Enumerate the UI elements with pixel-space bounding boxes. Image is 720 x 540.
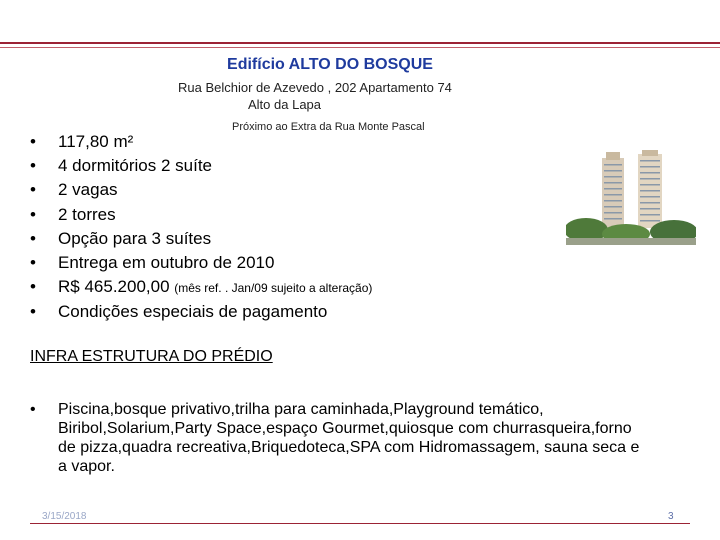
infra-list: [30, 400, 650, 476]
feature-item: • R$ 465.200,00 (mês ref. . Jan/09 sujeito a alteração): [30, 275, 372, 300]
footer-date: 3/15/2018: [42, 511, 87, 522]
top-rule-thin: [0, 47, 720, 48]
infra-item: • Piscina,bosque privativo,trilha para caminhada,Playground temático, Biribol,Solarium,Party Space,espaço Gourmet,quiosque com churrasqueira,forno de pizza,quadra recreativa,Briquedoteca,SPA com Hidromassagem, sauna seca e a vapor.: [30, 400, 650, 476]
feature-item: • 2 torres: [30, 203, 372, 227]
feature-list: [30, 130, 372, 325]
feature-item: • Opção para 3 suítes: [30, 227, 372, 251]
feature-item: • 117,80 m²: [30, 130, 372, 154]
infra-heading: INFRA ESTRUTURA DO PRÉDIO: [30, 348, 273, 365]
bottom-rule: [30, 523, 690, 524]
footer-page-number: 3: [668, 511, 674, 522]
building-photo: [566, 150, 696, 245]
nearby-note: Próximo ao Extra da Rua Monte Pascal: [232, 121, 425, 133]
feature-item: • 4 dormitórios 2 suíte: [30, 154, 372, 178]
page-title: Edifício ALTO DO BOSQUE: [227, 56, 433, 73]
feature-item: • Entrega em outubro de 2010: [30, 251, 372, 275]
address-line-2: Alto da Lapa: [248, 97, 322, 112]
price-note: (mês ref. . Jan/09 sujeito a alteração): [174, 281, 373, 296]
top-rule: [0, 42, 720, 44]
feature-item: • 2 vagas: [30, 178, 372, 202]
address-line-1: Rua Belchior de Azevedo , 202 Apartamento 74: [178, 80, 452, 95]
feature-item: • Condições especiais de pagamento: [30, 300, 372, 324]
